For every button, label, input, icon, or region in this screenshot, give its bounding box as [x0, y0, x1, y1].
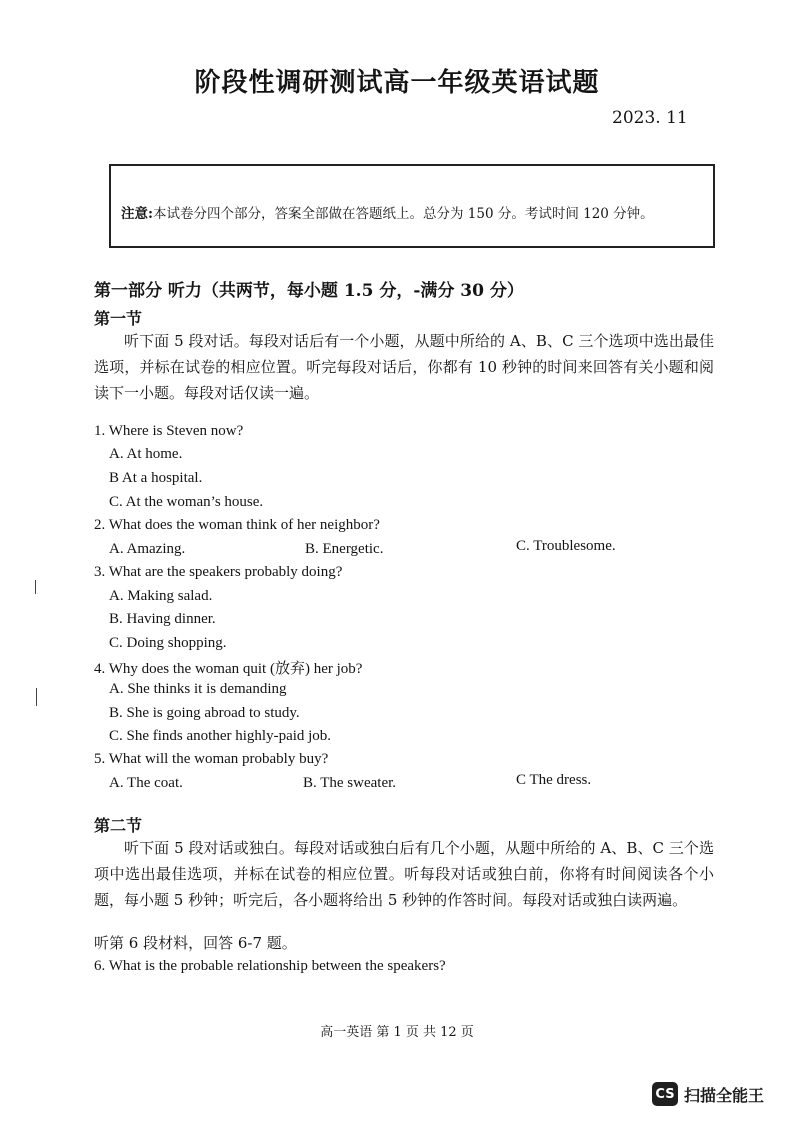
q4-option-c: C. She finds another highly-paid job.	[109, 728, 332, 744]
scan-mark	[35, 580, 36, 594]
material-6-note: 听第 6 段材料，回答 6-7 题。	[94, 934, 297, 952]
q1-option-a: A. At home.	[109, 446, 183, 462]
question-1: 1. Where is Steven now?	[94, 423, 244, 439]
notice-label: 注意:	[121, 206, 153, 222]
q4-option-a: A. She thinks it is demanding	[109, 681, 287, 697]
question-6: 6. What is the probable relationship between the speakers?	[94, 958, 446, 974]
section2-heading: 第二节	[94, 816, 143, 835]
exam-title: 阶段性调研测试高一年级英语试题	[194, 68, 600, 98]
exam-date: 2023. 11	[612, 108, 688, 128]
notice-box	[109, 164, 715, 248]
notice-text: 本试卷分四个部分，答案全部做在答题纸上。总分为 150 分。考试时间 120 分钟。	[152, 206, 654, 222]
q1-option-c: C. At the woman’s house.	[109, 494, 264, 510]
question-5: 5. What will the woman probably buy?	[94, 751, 329, 767]
page-footer: 高一英语 第 1 页 共 12 页	[320, 1025, 474, 1040]
part1-heading: 第一部分 听力（共两节，每小题 1.5 分，-满分 30 分）	[94, 281, 524, 301]
question-2: 2. What does the woman think of her neighbor?	[94, 517, 380, 533]
q3-option-c: C. Doing shopping.	[109, 635, 227, 651]
q5-option-a: A. The coat.	[109, 775, 183, 791]
section1-instructions: 听下面 5 段对话。每段对话后有一个小题，从题中所给的 A、B、C 三个选项中选出最佳选项，并标在试卷的相应位置。听完每段对话后，你都有 10 秒钟的时间来回答有关小题和阅读下一小题。每段对话仅读一遍。	[94, 332, 714, 402]
question-3: 3. What are the speakers probably doing?	[94, 564, 343, 580]
q5-option-b: B. The sweater.	[303, 775, 397, 791]
q3-option-a: A. Making salad.	[109, 588, 213, 604]
q2-option-c: C. Troublesome.	[516, 538, 616, 554]
section1-heading: 第一节	[94, 309, 143, 328]
section2-instructions: 听下面 5 段对话或独白。每段对话或独白后有几个小题，从题中所给的 A、B、C 三个选项中选出最佳选项，并标在试卷的相应位置。听每段对话或独白前，你将有时间阅读各个小题，每小题 5 秒钟；听完后，各小题将给出 5 秒钟的作答时间。每段对话或独白读两遍。	[94, 839, 714, 909]
scan-mark	[36, 688, 37, 706]
q5-option-c: C The dress.	[516, 772, 592, 788]
scanner-label: 扫描全能王	[684, 1085, 765, 1105]
question-4: 4. Why does the woman quit (放弃) her job?	[94, 661, 363, 677]
q1-option-b: B At a hospital.	[109, 470, 203, 486]
q3-option-b: B. Having dinner.	[109, 611, 216, 627]
notice-content	[121, 202, 654, 222]
scanner-watermark	[652, 1082, 764, 1106]
q4-option-b: B. She is going abroad to study.	[109, 705, 300, 721]
camscanner-logo-icon: CS	[652, 1082, 678, 1106]
q2-option-b: B. Energetic.	[305, 541, 384, 557]
q2-option-a: A. Amazing.	[109, 541, 186, 557]
